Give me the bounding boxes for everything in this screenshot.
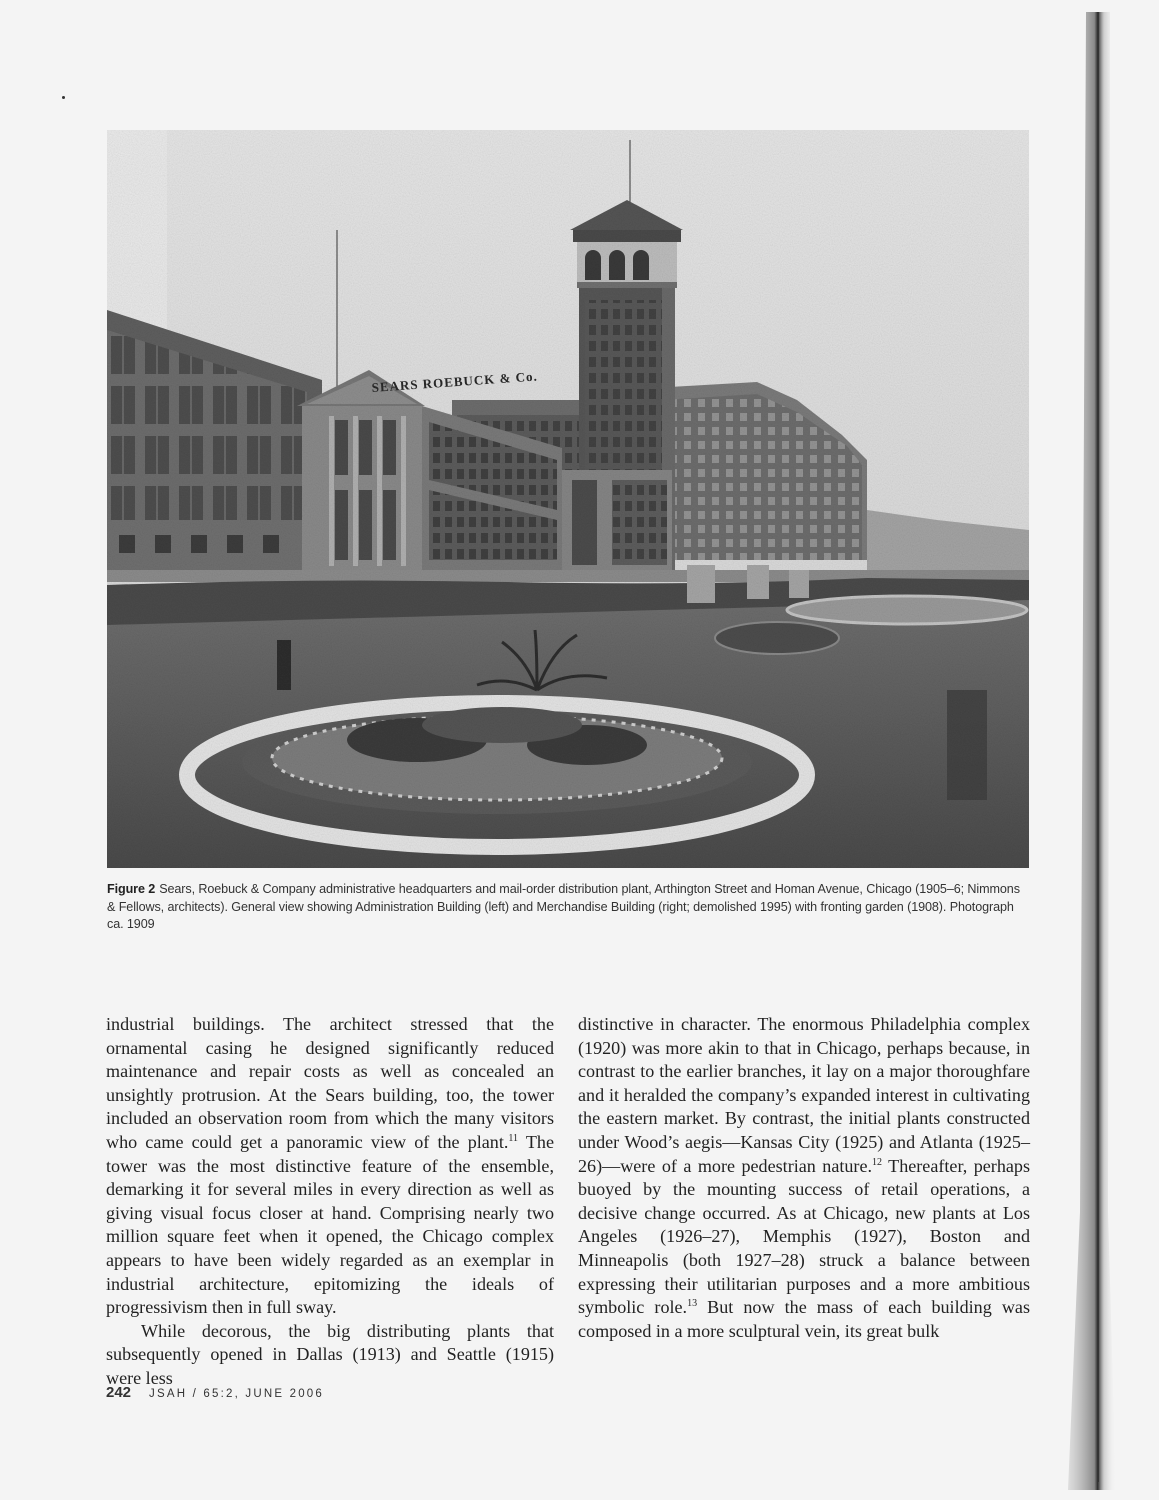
paragraph-text: The tower was the most distinctive feature of the ensemble, demarking it for several miles in every direction as well as giving visual focus closer at hand. Comprising nearly two million square feet when it opened, the Chicago complex appears to have been widely regarded as an exemplar in industrial architecture, epitomizing the ideals of progressivism then in full sway. (106, 1131, 554, 1318)
page-footer (106, 1384, 324, 1402)
figure-caption (107, 881, 1027, 934)
person-silhouette (277, 640, 291, 690)
scan-speck (62, 96, 65, 99)
paragraph-text: While decorous, the big distributing plants that subsequently opened in Dallas (1913) and Seattle (1915) were less (106, 1320, 554, 1388)
figure-label: Figure 2 (107, 882, 156, 896)
paragraph-text: Thereafter, perhaps buoyed by the mounting success of retail operations, a decisive change occurred. As at Chicago, new plants at Los Angeles (1926–27), Memphis (1927), Boston and Minneapolis (both 1927–28) struck a balance between expressing their utilitarian purposes and a more ambitious symbolic role. (578, 1155, 1030, 1318)
paragraph (106, 1013, 554, 1320)
body-column-right (578, 1013, 1030, 1343)
footnote-reference[interactable]: 13 (687, 1298, 698, 1310)
journal-citation: JSAH / 65:2, JUNE 2006 (149, 1388, 324, 1400)
page-number: 242 (106, 1384, 132, 1401)
body-column-left (106, 1013, 554, 1391)
paragraph-text: industrial buildings. The architect stressed that the ornamental casing he designed significantly reduced maintenance and repair costs as well as concealed an unsightly protrusion. At the Sears building, too, the tower included an observation room from which the many visitors who came could get a panoramic view of the plant. (106, 1014, 554, 1152)
sears-complex-photo (107, 130, 1029, 868)
footnote-reference[interactable]: 12 (872, 1156, 883, 1168)
administration-building-entrance (297, 370, 425, 571)
figure-photograph (107, 130, 1029, 868)
paragraph-text: distinctive in character. The enormous Philadelphia complex (1920) was more akin to that in Chicago, perhaps because, in contrast to the earlier branches, it lay on a major thoroughfare and it heralded the company’s expanded interest in cultivating the eastern market. By contrast, the initial plants constructed under Wood’s aegis—Kansas City (1925) and Atlanta (1925–26)—were of a more pedestrian nature. (578, 1014, 1030, 1176)
footnote-reference[interactable]: 11 (508, 1132, 519, 1144)
paragraph (106, 1320, 554, 1391)
paragraph-text: But now the mass of each building was composed in a more sculptural vein, its great bulk (578, 1297, 1030, 1341)
scan-binding-shadow (1068, 12, 1118, 1490)
paragraph (578, 1013, 1030, 1343)
roof-sign: SEARS ROEBUCK & Co. (371, 368, 539, 395)
figure-caption-text: Sears, Roebuck & Company administrative headquarters and mail-order distribution plant, Arthington Street and Homan Avenue, Chicago (1905–6; Nimmons & Fellows, architects). General view showing Administration Building (left) and Merchandise Building (right; demolished 1995) with fronting garden (1908). Photograph ca. 1909 (107, 882, 1020, 931)
